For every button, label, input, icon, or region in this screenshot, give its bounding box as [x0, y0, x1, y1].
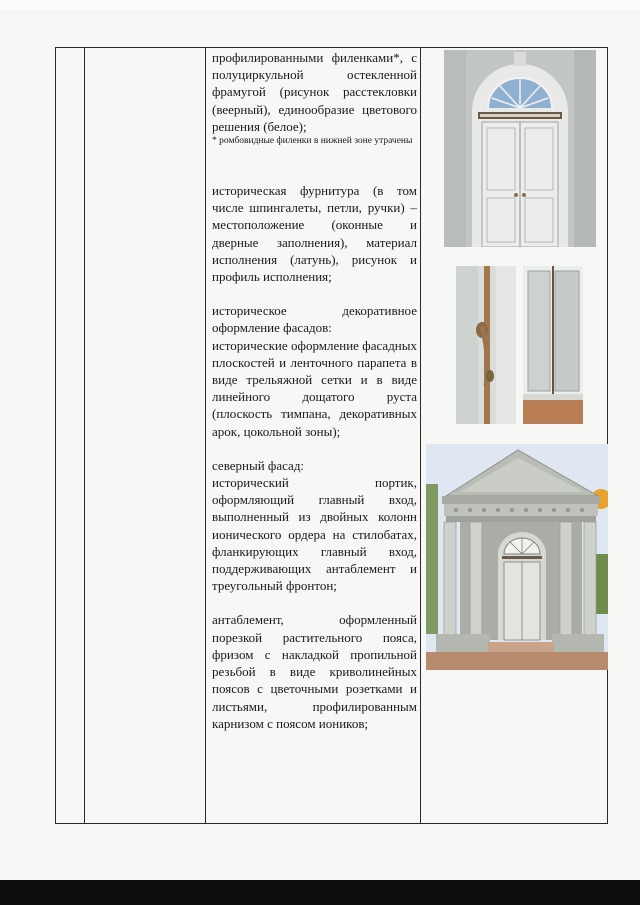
- text-heading-north-facade: северный фасад:: [212, 457, 305, 473]
- table-col-line-4: [420, 47, 421, 824]
- page-top-margin: [0, 0, 640, 10]
- table-bottom-border: [55, 823, 608, 824]
- table-top-border: [55, 47, 608, 48]
- table-col-line-1: [55, 47, 56, 824]
- door-handle-photo: [456, 266, 583, 424]
- table-col-line-5: [607, 47, 608, 824]
- text-paragraph-hardware: историческая фурнитура (в том числе шпингалеты, петли, ручки) – местоположение (оконные и дверные заполнения), материал исполнения (латунь), рисунок и профиль исполнения;: [212, 183, 417, 285]
- text-heading-decoration: историческое декоративное оформление фасадов:: [212, 303, 417, 336]
- portico-photo: [426, 444, 608, 670]
- table-col-line-3: [205, 47, 206, 824]
- text-paragraph-frames: профилированными филенками*, с полуциркульной остекленной фрамугой (рисунок расстекловки (веерный), единообразие цветового решения (белое);: [212, 50, 417, 134]
- scan-bottom-edge: [0, 880, 640, 905]
- table-col-line-2: [84, 47, 85, 824]
- footnote-lost-panels: * ромбовидные филенки в нижней зоне утрачены: [212, 136, 413, 147]
- arched-door-photo: [444, 50, 596, 247]
- description-text-cell: [212, 49, 417, 732]
- text-paragraph-decoration: исторические оформление фасадных плоскостей и ленточного парапета в виде трельяжной сетки и в виде линейного дощатого руста (плоскость тимпана, декоративных арок, цокольной зоны);: [212, 337, 417, 439]
- text-paragraph-portico: исторический портик, оформляющий главный вход, выполненный из двойных колонн ионического ордера на стилобатах, фланкирующих главный вход, поддерживающих антаблемент и треугольный фронтон;: [212, 475, 417, 594]
- text-paragraph-entablature: антаблемент, оформленный порезкой растительного пояса, фризом с накладкой пропильной резьбой в виде криволинейных поясов с цветочными розетками и листьями, профилированным карнизом с поясом иоников;: [212, 612, 417, 731]
